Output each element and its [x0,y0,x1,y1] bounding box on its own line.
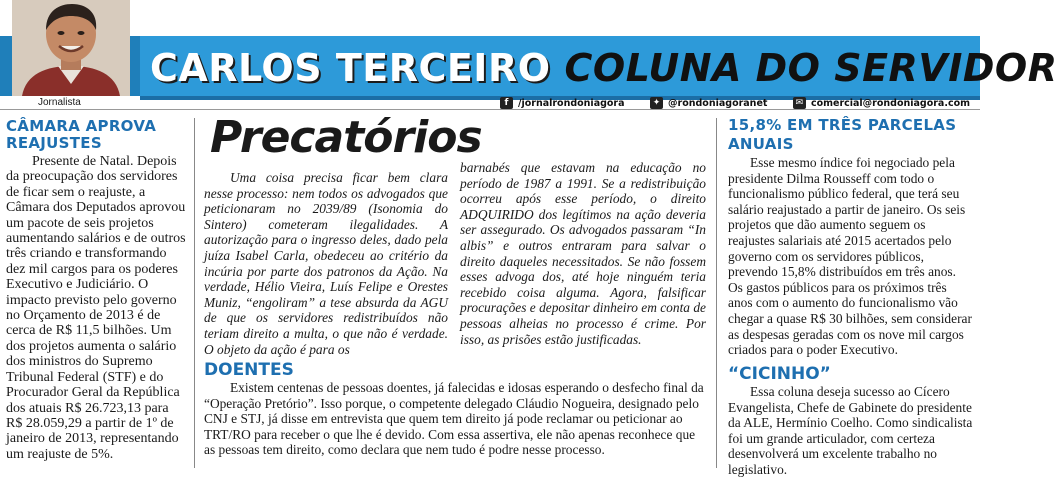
envelope-icon: ✉ [793,97,806,109]
column-name: COLUNA DO SERVIDOR [564,46,1057,90]
cicinho-body: Essa coluna deseja sucesso ao Cícero Evangelista, Chefe de Gabinete do presidente da ALE, Hermínio Coelho. Como sindicalista foi um grande articulador, com certeza desenvolverá um excelente trabalho no legislativo. [728,384,973,477]
right-heading: 15,8% EM TRÊS PARCELAS ANUAIS [728,116,957,153]
facebook-contact[interactable] [500,97,625,109]
twitter-contact[interactable] [650,97,767,109]
columnist-photo [12,0,130,96]
left-body: Presente de Natal. Depois da preocupação dos servidores de ficar sem o reajuste, a Câmara dos Deputados aprovou um pacote de seis projetos aumentando salários e de outros três criando e transformando dez mil cargos para os poderes Executivo e Judiciário. O impacto previsto pelo governo no Orçamento de 2013 é de cerca de R$ 11,5 bilhões. Um dos projetos aumenta o salário dos ministros do Supremo Tribunal Federal (STF) e do Procurador Geral da República dos atuais R$ 26.723,13 para R$ 28.059,29 a partir de 1º de janeiro de 2013, representando um reajuste de 5%. [6,154,186,462]
left-column [6,118,186,462]
right-body: Esse mesmo índice foi negociado pela presidente Dilma Rousseff com todo o funcionalismo público federal, que terá seu salário reajustado a partir de janeiro. Os seis projetos que dão aumento seguem os reajustes salariais até 2015 acertados pelo governo com os servidores públicos, prevendo 15,8% distribuídos em três anos. Os gastos públicos para os próximos três anos com o aumento do funcionalismo vão chegar a quase R$ 30 bilhões, sem considerar as despesas geradas com os nove mil cargos criados para o poder Executivo. [728,155,972,358]
header-title [150,44,1057,92]
article-title: Precatórios [210,112,482,163]
email-address: comercial@rondoniagora.com [810,97,970,109]
twitter-icon: ✦ [650,97,663,109]
facebook-handle: /jornalrondoniagora [518,97,625,109]
column-divider [716,118,717,468]
article-paragraph: Uma coisa precisa ficar bem clara nesse processo: nem todos os advogados que peticionaram no 2039/89 (Isonomia do Sintero) cometeram ilegalidades. A autorização para o ingresso deles, dado pela juíza Isabel Carla, obedeceu ao critério da incúria por parte dos patronos da Ação. Na verdade, Hélio Vieira, Luís Felipe e Orestes Muniz, “engoliram” a tese absurda da AGU de que os servidores redistribuídos não teriam direito a multa, o que não é verdade. O objeto da ação é para os [204,170,448,357]
right-column [728,116,974,358]
twitter-handle: @rondoniagoranet [668,97,768,109]
columnist-role: Jornalista [38,97,81,108]
doentes-body: Existem centenas de pessoas doentes, já falecidas e idosas esperando o desfecho final da “Operação Pretório”. Isso porque, o competente delegado Cláudio Nogueira, designado pelo CNJ e STJ, já disse em entrevista que quem tem direito já pode reclamar ou peticionar ao TRT/RO para receber o que lhe é devido. Com essa assertiva, ele não apenas reconhece que as pessoas tem direito, como declara que nem tudo é podre nesse processo. [204,380,704,458]
columnist-name: CARLOS TERCEIRO [150,46,551,90]
contacts-bar [500,97,970,109]
facebook-icon: f [500,97,513,109]
article-paragraph: barnabés que estavam na educação no período de 1987 a 1991. Se a redistribuição ocorreu após esse período, o direito ADQUIRIDO dos legítimos na ação deveria ser assegurado. Os advogados passaram “In albis” e outros entraram para salvar o direito daqueles necessitados. Se não fossem esses advoga dos, até hoje ninguém teria recebido coisa alguma. Agora, falsificar procurações e depositar dinheiro em conta de pessoas alheias no processo é crime. Por isso, as prisões estão justificadas. [460,160,706,347]
left-heading: CÂMARA APROVA REAJUSTES [6,117,157,152]
email-contact[interactable] [793,97,970,109]
article-column-1 [204,170,448,357]
column-divider [194,118,195,468]
doentes-heading: DOENTES [204,360,294,380]
article-column-2 [460,160,706,347]
cicinho-heading: “CICINHO” [728,364,831,384]
